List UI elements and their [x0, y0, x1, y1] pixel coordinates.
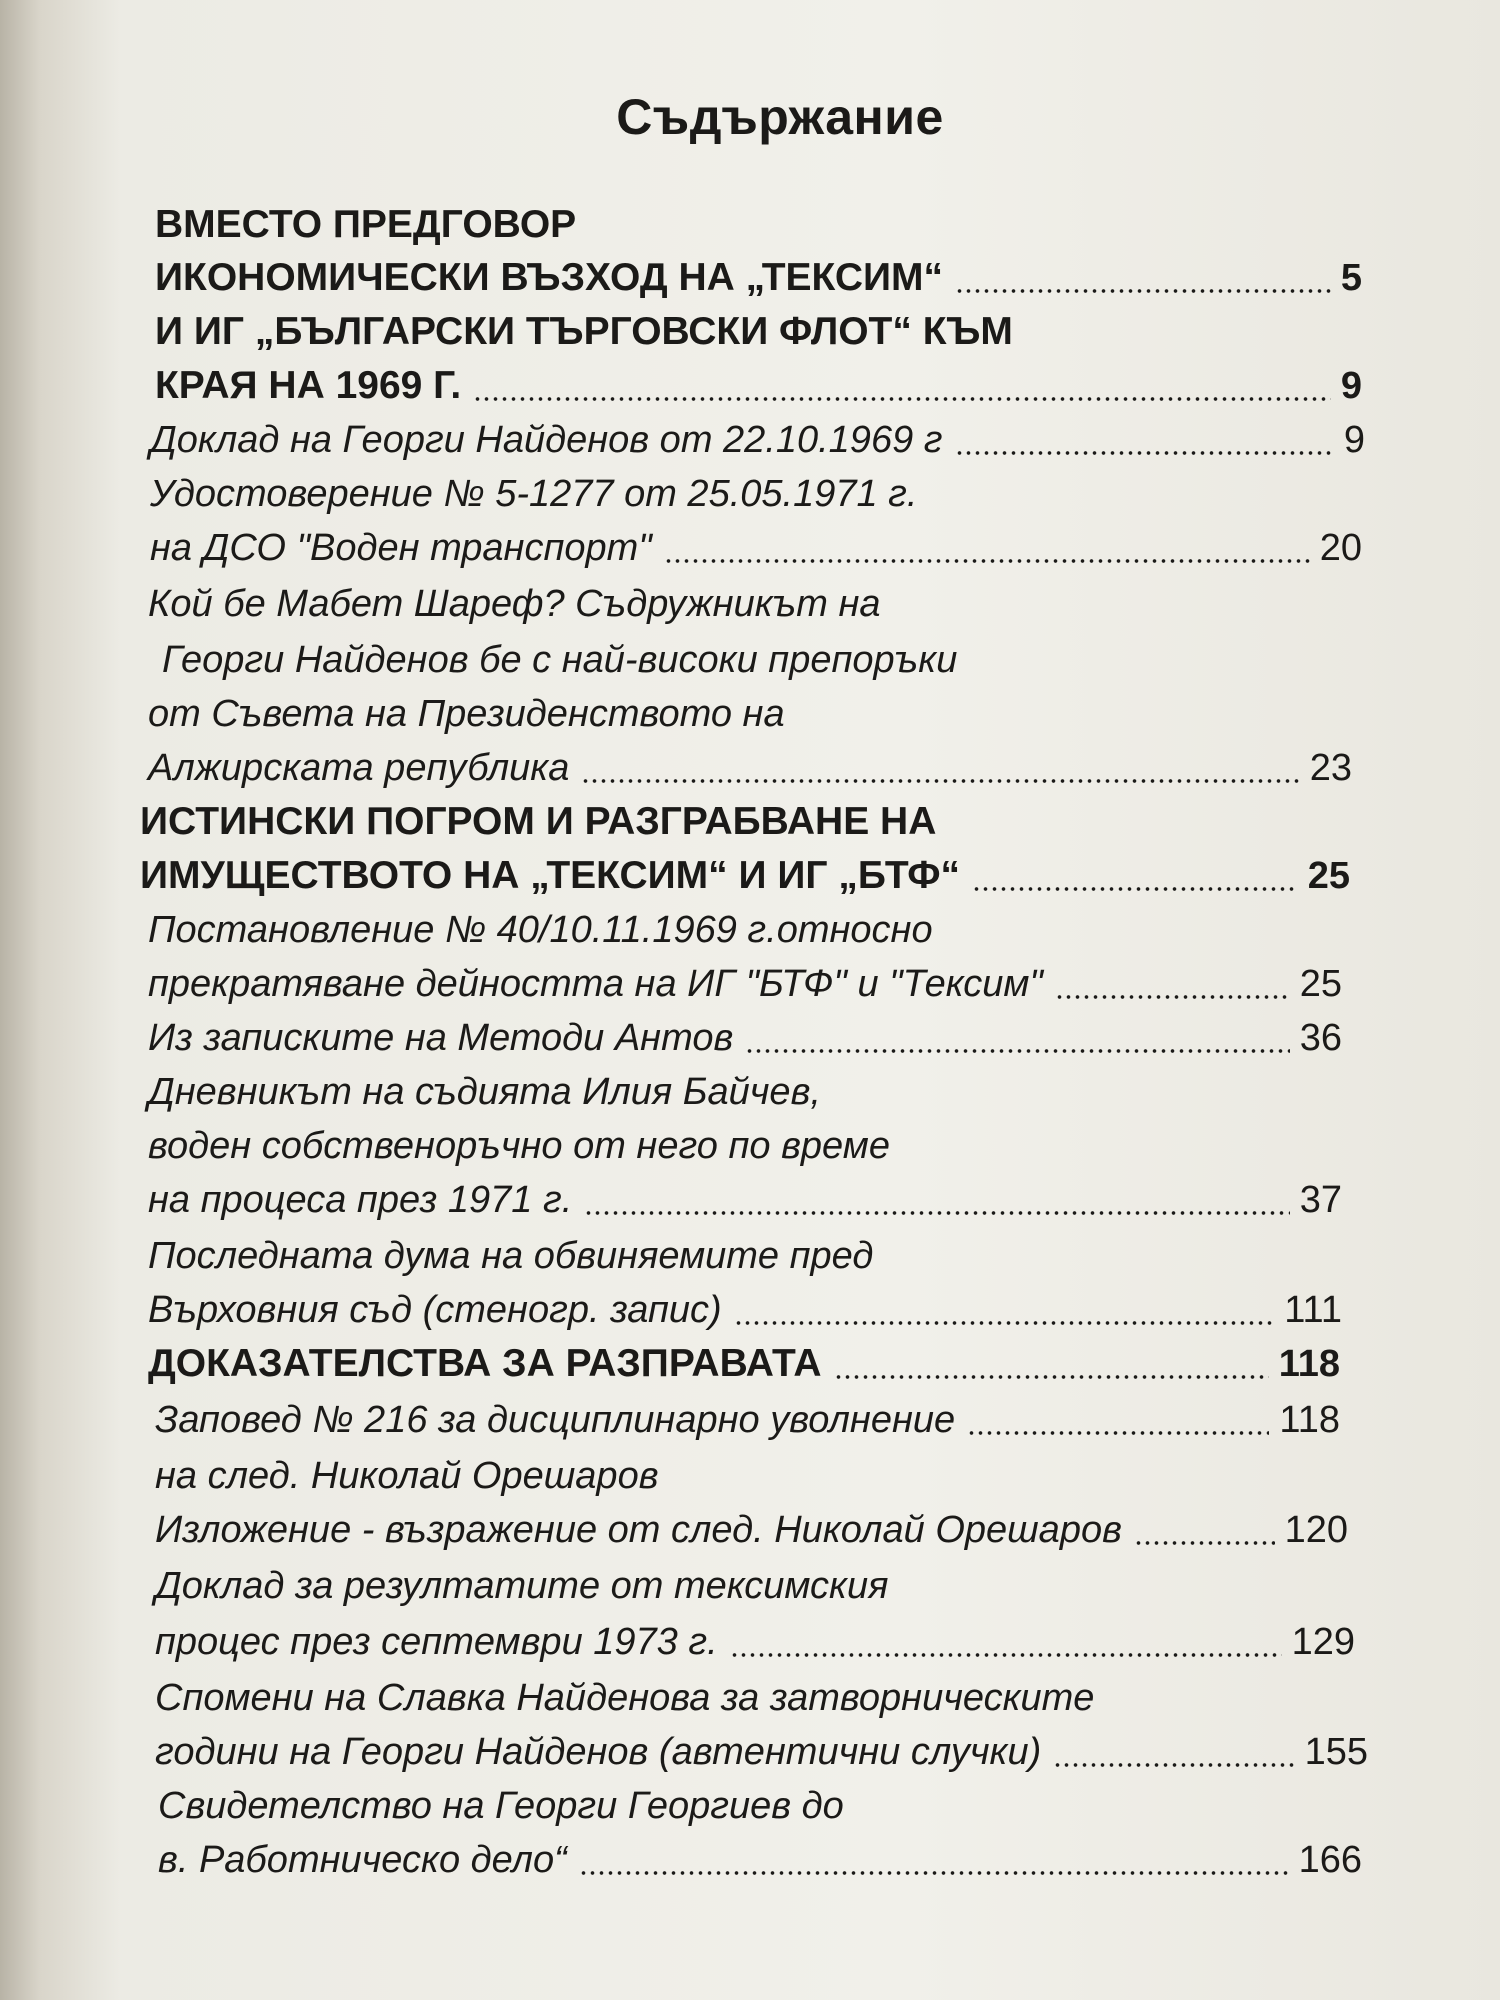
toc-entry-text: процес през септември 1973 г.	[155, 1621, 718, 1663]
dot-leader	[1055, 994, 1290, 1000]
toc-entry-text: на ДСО "Воден транспорт"	[150, 527, 652, 569]
toc-entry-page: 118	[1279, 1399, 1340, 1441]
toc-entry-page: 166	[1298, 1839, 1362, 1881]
toc-entry-text: воден собственоръчно от него по време	[148, 1125, 890, 1167]
toc-entry	[0, 1500, 1500, 1560]
toc-entry	[0, 302, 1500, 362]
toc-entry-text: ИКОНОМИЧЕСКИ ВЪЗХОД НА „ТЕКСИМ“	[155, 256, 943, 299]
toc-entry-text: от Съвета на Президенството на	[148, 693, 785, 735]
toc-entry	[0, 1668, 1500, 1728]
toc-entry-text: Из записките на Методи Антов	[148, 1017, 734, 1059]
toc-entry-text: прекратяване дейността на ИГ "БТФ" и "Тексим"	[148, 963, 1043, 1005]
toc-entry-page: 25	[1299, 963, 1342, 1005]
toc-entry	[0, 195, 1500, 255]
toc-entry	[0, 356, 1500, 416]
toc-entry	[0, 1280, 1500, 1340]
toc-entry-page: 111	[1284, 1289, 1342, 1331]
toc-entry-text: И ИГ „БЪЛГАРСКИ ТЪРГОВСКИ ФЛОТ“ КЪМ	[155, 310, 1013, 353]
toc-entry	[0, 1116, 1500, 1176]
toc-entry-text: Доклад на Георги Найденов от 22.10.1969 г	[150, 419, 943, 461]
toc-entry	[0, 684, 1500, 744]
toc-entry-page: 36	[1299, 1017, 1342, 1059]
toc-entry-text: ИМУЩЕСТВОТО НА „ТЕКСИМ“ И ИГ „БТФ“	[140, 854, 961, 897]
dot-leader	[972, 886, 1298, 892]
toc-entry-text: Последната дума на обвиняемите пред	[148, 1235, 874, 1277]
dot-leader	[955, 288, 1331, 294]
dot-leader	[664, 558, 1310, 564]
toc-entry	[0, 1390, 1500, 1450]
toc-entry	[0, 1776, 1500, 1836]
toc-entry-page: 5	[1340, 257, 1362, 299]
toc-entry-text: Алжирската република	[148, 747, 570, 789]
toc-entry-text: Свидетелство на Георги Георгиев до	[158, 1785, 844, 1827]
toc-entry-page: 129	[1291, 1621, 1355, 1663]
toc-entry-page: 9	[1343, 419, 1365, 461]
toc-entry-text: Удостоверение № 5-1277 от 25.05.1971 г.	[150, 473, 918, 515]
toc-entry-text: в. Работническо дело“	[158, 1839, 567, 1881]
toc-entry-text: Спомени на Славка Найденова за затворническите	[155, 1677, 1095, 1719]
toc-entry-page: 9	[1340, 365, 1362, 407]
dot-leader	[730, 1652, 1282, 1658]
toc-entry-page: 37	[1299, 1179, 1342, 1221]
toc-entry	[0, 1008, 1500, 1068]
toc-entry	[0, 518, 1500, 578]
toc-entry	[0, 738, 1500, 798]
toc-entry	[0, 1556, 1500, 1616]
dot-leader	[955, 450, 1334, 456]
toc-entry-text: Доклад за резултатите от тексимския	[155, 1565, 889, 1607]
toc-entry-text: Кой бе Мабет Шареф? Съдружникът на	[148, 583, 881, 625]
toc-entry-page: 23	[1309, 747, 1352, 789]
toc-entry	[0, 248, 1500, 308]
toc-title: Съдържание	[616, 89, 944, 145]
toc-entry	[0, 630, 1500, 690]
toc-entry	[0, 1722, 1500, 1782]
toc-entry	[0, 464, 1500, 524]
toc-entry	[0, 846, 1500, 906]
toc-entry-text: ВМЕСТО ПРЕДГОВОР	[155, 203, 577, 246]
dot-leader	[967, 1430, 1269, 1436]
toc-entry	[0, 1612, 1500, 1672]
toc-entry-page: 155	[1304, 1731, 1368, 1773]
toc-entry-text: на след. Николай Орешаров	[155, 1455, 659, 1497]
toc-entry	[0, 1334, 1500, 1394]
toc-entry-page: 25	[1307, 855, 1350, 897]
toc-entry-text: Върховния съд (стеногр. запис)	[148, 1289, 722, 1331]
dot-leader	[581, 778, 1300, 784]
dot-leader	[734, 1320, 1274, 1326]
dot-leader	[1134, 1540, 1275, 1546]
toc-entry	[0, 574, 1500, 634]
dot-leader	[579, 1870, 1289, 1876]
toc-entry-text: Постановление № 40/10.11.1969 г.относно	[148, 909, 933, 951]
toc-entry-text: ИСТИНСКИ ПОГРОМ И РАЗГРАБВАНЕ НА	[140, 800, 937, 843]
dot-leader	[473, 396, 1331, 402]
toc-entry	[0, 1170, 1500, 1230]
toc-entry-text: Изложение - възражение от след. Николай Орешаров	[155, 1509, 1122, 1551]
toc-entry-text: години на Георги Найденов (автентични случки)	[155, 1731, 1042, 1773]
dot-leader	[834, 1374, 1269, 1380]
toc-entry-text: Георги Найденов бе с най-високи препоръки	[162, 639, 958, 681]
toc-entry	[0, 1446, 1500, 1506]
toc-entry	[0, 1226, 1500, 1286]
toc-entry-text: Дневникът на съдията Илия Байчев,	[148, 1071, 821, 1113]
toc-entry-page: 120	[1284, 1509, 1348, 1551]
toc-entry-text: на процеса през 1971 г.	[148, 1179, 573, 1221]
toc-entry	[0, 792, 1500, 852]
toc-entry	[0, 954, 1500, 1014]
dot-leader	[584, 1210, 1290, 1216]
toc-entry-page: 118	[1278, 1343, 1340, 1385]
toc-entry-text: КРАЯ НА 1969 Г.	[155, 364, 462, 407]
toc-entry	[0, 1062, 1500, 1122]
toc-entry	[0, 1830, 1500, 1890]
toc-entry	[0, 410, 1500, 470]
toc-entry-page: 20	[1319, 527, 1362, 569]
toc-entry-text: Заповед № 216 за дисциплинарно уволнение	[155, 1399, 956, 1441]
dot-leader	[745, 1048, 1290, 1054]
dot-leader	[1053, 1762, 1295, 1768]
toc-entry-text: ДОКАЗАТЕЛСТВА ЗА РАЗПРАВАТА	[148, 1342, 822, 1385]
toc-entry	[0, 900, 1500, 960]
